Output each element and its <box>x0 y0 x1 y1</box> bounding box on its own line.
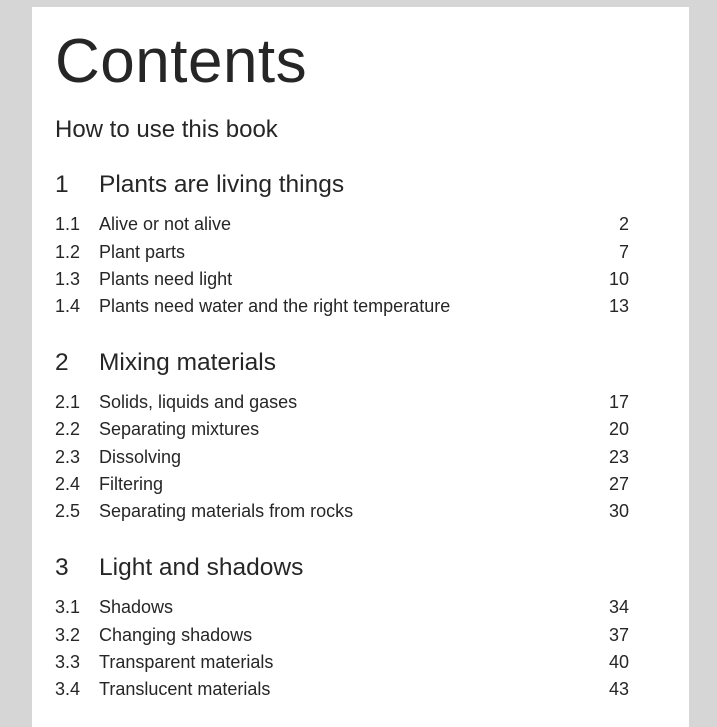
entry-number: 3.2 <box>55 624 81 645</box>
entry-page-number: 37 <box>608 624 629 645</box>
entry-number: 2.5 <box>55 501 81 522</box>
chapter-heading[interactable] <box>55 336 629 389</box>
entry-title: Plant parts <box>99 241 186 262</box>
entry-title: Alive or not alive <box>99 214 232 235</box>
entry-title: Separating mixtures <box>99 419 260 440</box>
entry-page-number: 20 <box>608 419 629 440</box>
chapter-section <box>55 336 629 525</box>
chapter-title: Mixing materials <box>99 348 276 376</box>
chapter-heading[interactable] <box>55 542 629 595</box>
toc-entry[interactable] <box>55 293 629 320</box>
toc-entry[interactable] <box>55 649 629 676</box>
entry-number: 3.3 <box>55 651 81 672</box>
entry-number: 2.4 <box>55 474 81 495</box>
entry-number: 2.3 <box>55 446 81 467</box>
toc-entry[interactable] <box>55 622 629 649</box>
entry-title: Dissolving <box>99 446 182 467</box>
entry-title: Filtering <box>99 474 164 495</box>
toc-entry[interactable] <box>55 444 629 471</box>
entry-number: 1.3 <box>55 268 81 289</box>
toc-entry[interactable] <box>55 594 629 621</box>
entry-number: 1.4 <box>55 296 81 317</box>
entry-number: 1.1 <box>55 214 81 235</box>
chapter-list <box>55 159 629 704</box>
toc-entry[interactable] <box>55 211 629 238</box>
entry-page-number: 30 <box>608 501 629 522</box>
entry-page-number: 2 <box>618 214 629 235</box>
entry-title: Transparent materials <box>99 651 274 672</box>
entry-title: Plants need water and the right temperature <box>99 296 451 317</box>
toc-intro-link[interactable]: How to use this book <box>55 116 278 143</box>
entry-page-number: 10 <box>608 268 629 289</box>
toc-entry[interactable] <box>55 239 629 266</box>
table-of-contents <box>55 24 629 720</box>
document-page <box>32 7 689 727</box>
chapter-section <box>55 542 629 704</box>
entry-title: Solids, liquids and gases <box>99 392 298 413</box>
entry-title: Shadows <box>99 597 174 618</box>
chapter-number: 1 <box>55 170 69 198</box>
entry-number: 2.1 <box>55 392 81 413</box>
entry-page-number: 7 <box>618 241 629 262</box>
chapter-title: Plants are living things <box>99 170 345 198</box>
entry-title: Translucent materials <box>99 679 271 700</box>
entry-title: Changing shadows <box>99 624 253 645</box>
page-title: Contents <box>55 27 308 96</box>
entry-page-number: 13 <box>608 296 629 317</box>
entry-page-number: 17 <box>608 392 629 413</box>
entry-number: 3.1 <box>55 597 81 618</box>
entry-page-number: 40 <box>608 651 629 672</box>
toc-entry[interactable] <box>55 471 629 498</box>
chapter-section <box>55 159 629 321</box>
chapter-number: 3 <box>55 553 69 581</box>
toc-entry[interactable] <box>55 676 629 703</box>
chapter-heading[interactable] <box>55 159 629 212</box>
entry-title: Plants need light <box>99 268 233 289</box>
entry-page-number: 27 <box>608 474 629 495</box>
chapter-title: Light and shadows <box>99 553 304 581</box>
entry-title: Separating materials from rocks <box>99 501 354 522</box>
entry-page-number: 23 <box>608 446 629 467</box>
toc-entry[interactable] <box>55 416 629 443</box>
toc-entry[interactable] <box>55 266 629 293</box>
entry-page-number: 43 <box>608 679 629 700</box>
entry-number: 2.2 <box>55 419 81 440</box>
entry-page-number: 34 <box>608 597 629 618</box>
chapter-number: 2 <box>55 348 69 376</box>
entry-number: 3.4 <box>55 679 81 700</box>
entry-number: 1.2 <box>55 241 81 262</box>
toc-entry[interactable] <box>55 498 629 525</box>
toc-entry[interactable] <box>55 389 629 416</box>
